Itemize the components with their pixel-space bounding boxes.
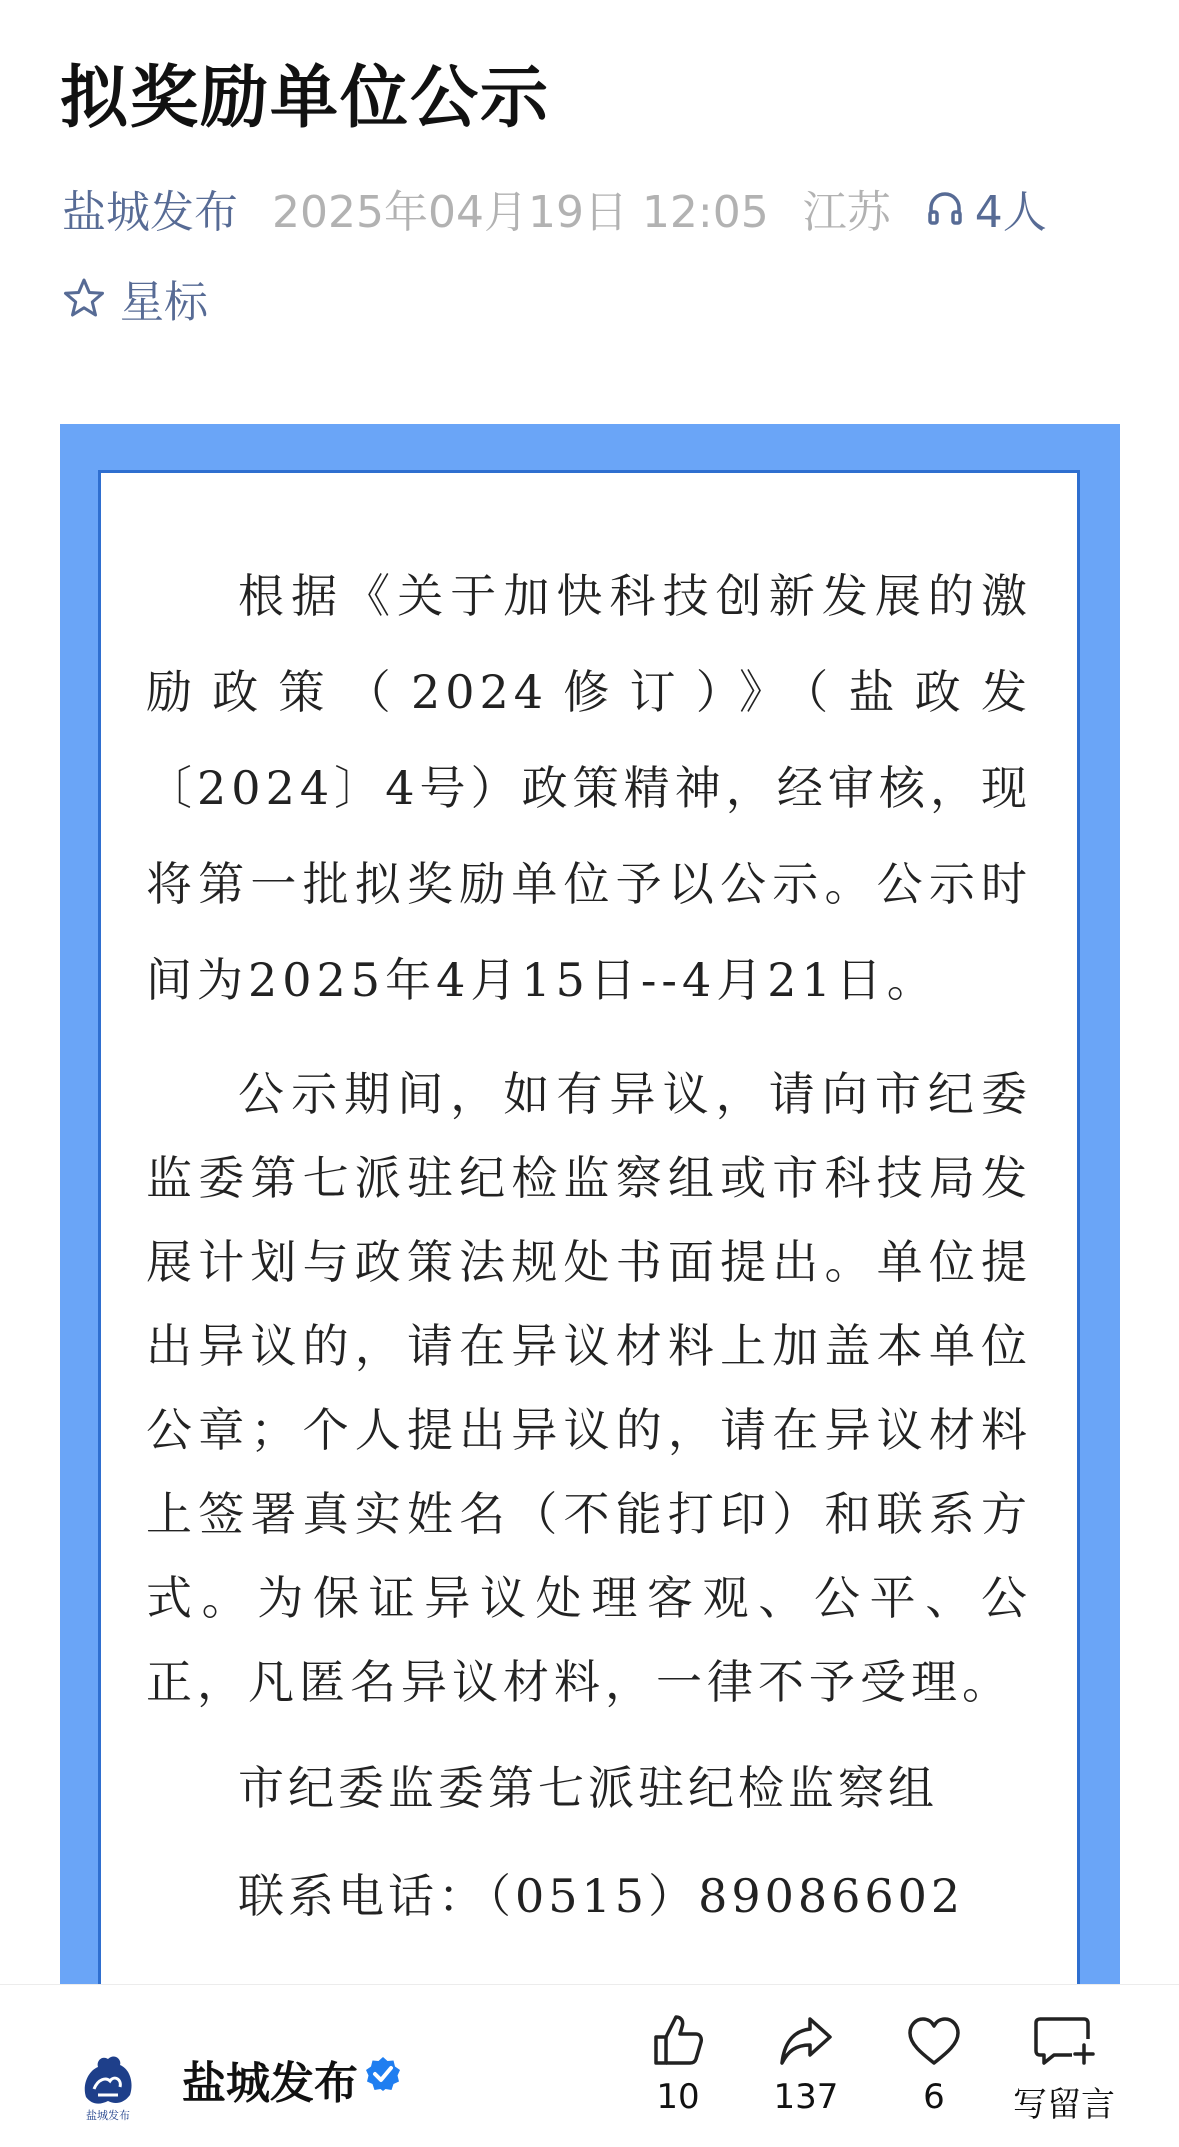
signature-org: 市纪委监委第七派驻纪检监察组 bbox=[238, 1761, 938, 1815]
favorite-button[interactable] bbox=[864, 2011, 1004, 2117]
article-title: 拟奖励单位公示 bbox=[60, 59, 551, 138]
star-icon bbox=[62, 276, 106, 320]
share-count: 137 bbox=[773, 2077, 839, 2117]
bottom-action-bar bbox=[0, 1984, 1179, 2147]
verified-badge-icon bbox=[364, 2055, 402, 2093]
listen-button[interactable] bbox=[925, 176, 1047, 240]
account-logo-icon bbox=[76, 2045, 140, 2125]
notice-paragraph-1: 根据《关于加快科技创新发展的激励政策（2024修订）》（盐政发〔2024〕4号）政策精神，经审核，现将第一批拟奖励单位予以公示。公示时间为2025年4月15日--4月21日。 bbox=[146, 569, 1032, 1007]
contact-phone-wrap bbox=[146, 1866, 1032, 1926]
like-button[interactable] bbox=[608, 2011, 748, 2117]
thumbs-up-icon bbox=[648, 2011, 708, 2071]
star-button[interactable] bbox=[62, 268, 208, 328]
author-name[interactable]: 盐城发布 bbox=[182, 2058, 358, 2109]
signature-org-wrap bbox=[146, 1758, 1032, 1818]
comment-button[interactable] bbox=[994, 2011, 1134, 2126]
notice-paragraph-2: 公示期间，如有异议，请向市纪委监委第七派驻纪检监察组或市科技局发展计划与政策法规处书面提出。单位提出异议的，请在异议材料上加盖本单位公章；个人提出异议的，请在异议材料上签署真实姓名（不能打印）和联系方式。为保证异议处理客观、公平、公正，凡匿名异议材料，一律不予受理。 bbox=[146, 1067, 1032, 1709]
article-meta bbox=[62, 178, 1047, 238]
svg-text:盐城发布: 盐城发布 bbox=[86, 2109, 130, 2122]
listener-count: 4人 bbox=[974, 187, 1047, 238]
like-count: 10 bbox=[656, 2077, 700, 2117]
publish-region: 江苏 bbox=[802, 187, 891, 238]
contact-phone: 联系电话：（0515）89086602 bbox=[238, 1869, 965, 1923]
star-label: 星标 bbox=[120, 277, 208, 328]
notice-para-2-wrap bbox=[146, 1052, 1032, 1724]
account-name-link[interactable]: 盐城发布 bbox=[62, 187, 238, 238]
publish-date: 2025年04月19日 12:05 bbox=[272, 187, 769, 238]
notice-para-1-wrap bbox=[146, 548, 1032, 1028]
favorite-count: 6 bbox=[923, 2077, 945, 2117]
comment-add-icon bbox=[1032, 2011, 1096, 2071]
comment-label: 写留言 bbox=[1013, 2085, 1115, 2125]
account-logo[interactable] bbox=[76, 2045, 140, 2125]
share-icon bbox=[776, 2011, 836, 2071]
headphones-icon bbox=[925, 188, 965, 228]
heart-icon bbox=[904, 2011, 964, 2071]
share-button[interactable] bbox=[736, 2011, 876, 2117]
